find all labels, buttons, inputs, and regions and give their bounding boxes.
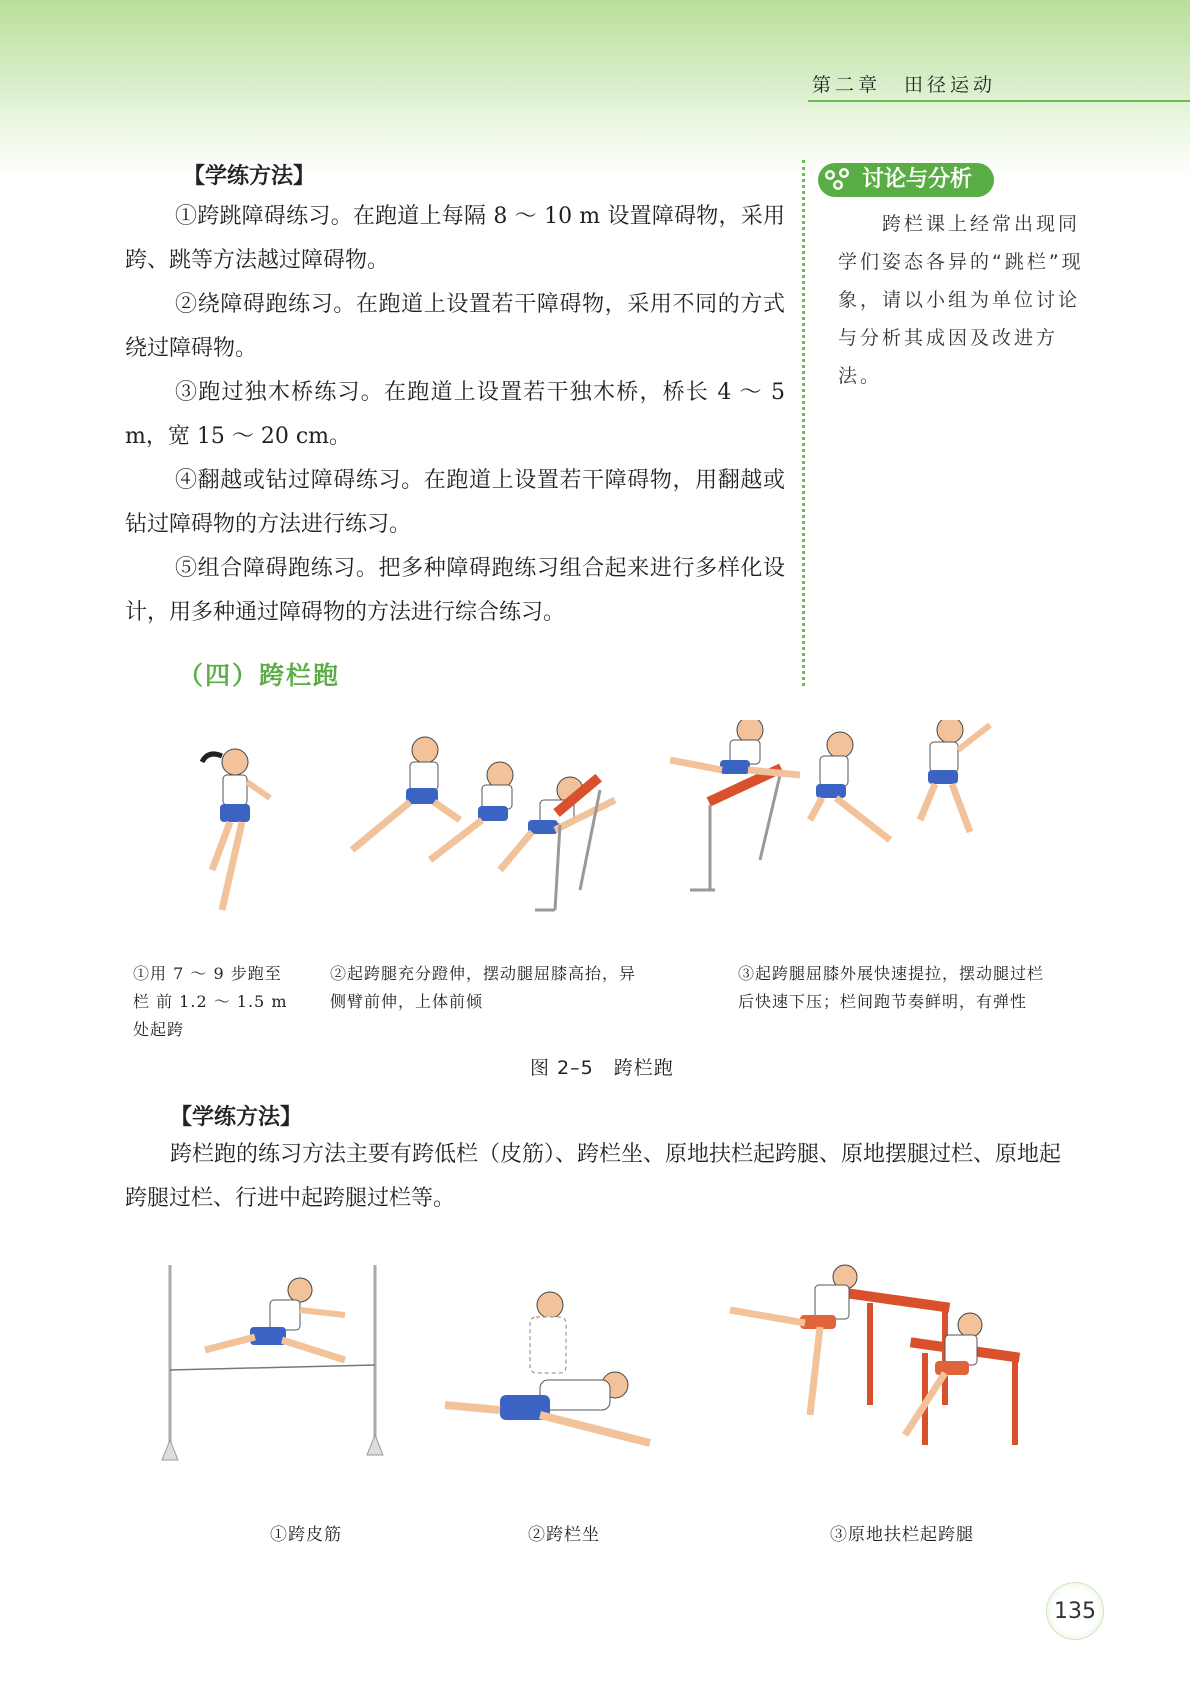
method-label-2: 【学练方法】 bbox=[170, 1105, 303, 1130]
practice-item-2: ②绕障碍跑练习。在跑道上设置若干障碍物，采用不同的方式绕过障碍物。 bbox=[125, 292, 785, 361]
runner-approach bbox=[202, 749, 270, 910]
figure-title: 图 2–5 跨栏跑 bbox=[530, 1057, 674, 1079]
figure-caption-1: ①用 7 ～ 9 步跑至栏 前 1.2 ～ 1.5 m 处起跨 bbox=[133, 964, 288, 1039]
discussion-text: 跨栏课上经常出现同学们姿态各异的“跳栏”现象，请以小组为单位讨论与分析其成因及改进方法。 bbox=[838, 213, 1084, 387]
practice-caption-3: ③原地扶栏起跨腿 bbox=[830, 1525, 974, 1545]
hurdle-2 bbox=[690, 764, 783, 890]
method-text-hurdles: 跨栏跑的练习方法主要有跨低栏（皮筋）、跨栏坐、原地扶栏起跨腿、原地摆腿过栏、原地起跨腿过栏、行进中起跨腿过栏等。 bbox=[125, 1142, 1062, 1211]
practice-item-3: ③跑过独木桥练习。在跑道上设置若干独木桥，桥长 4 ～ 5 m，宽 15 ～ 20 cm。 bbox=[125, 380, 785, 449]
chapter-header: 第二章 田径运动 bbox=[812, 74, 997, 96]
practice-item-4: ④翻越或钻过障碍练习。在跑道上设置若干障碍物，用翻越或钻过障碍物的方法进行练习。 bbox=[125, 468, 785, 537]
practice-caption-1: ①跨皮筋 bbox=[270, 1525, 342, 1545]
rubber-band-jump-illustration bbox=[150, 1255, 390, 1485]
practice-item-1: ①跨跳障碍练习。在跑道上每隔 8 ～ 10 m 设置障碍物，采用跨、跳等方法越过障碍物。 bbox=[125, 204, 785, 273]
header-band bbox=[0, 0, 1190, 175]
figure-caption-2: ②起跨腿充分蹬伸，摆动腿屈膝高抬，异侧臂前伸，上体前倾 bbox=[330, 964, 637, 1011]
sidebar-divider bbox=[802, 160, 805, 686]
method-label-1: 【学练方法】 bbox=[183, 164, 316, 189]
practice-caption-2: ②跨栏坐 bbox=[528, 1525, 600, 1545]
practice-item-5: ⑤组合障碍跑练习。把多种障碍跑练习组合起来进行多样化设计，用多种通过障碍物的方法进行综合练习。 bbox=[125, 556, 785, 625]
figure-caption-3: ③起跨腿屈膝外展快速提拉，摆动腿过栏后快速下压；栏间跑节奏鲜明，有弹性 bbox=[738, 964, 1045, 1011]
header-rule bbox=[808, 100, 1190, 102]
page-number: 135 bbox=[1046, 1582, 1104, 1640]
hurdle-leg-drill-illustration bbox=[720, 1255, 1050, 1455]
hurdle-sequence-illustration bbox=[160, 720, 1080, 960]
hurdle-sit-illustration bbox=[440, 1285, 680, 1475]
section-title-hurdles: （四）跨栏跑 bbox=[178, 661, 341, 690]
discussion-badge: 讨论与分析 bbox=[818, 163, 994, 197]
runner-clearance bbox=[670, 720, 990, 840]
group-discussion-icon bbox=[818, 163, 858, 197]
